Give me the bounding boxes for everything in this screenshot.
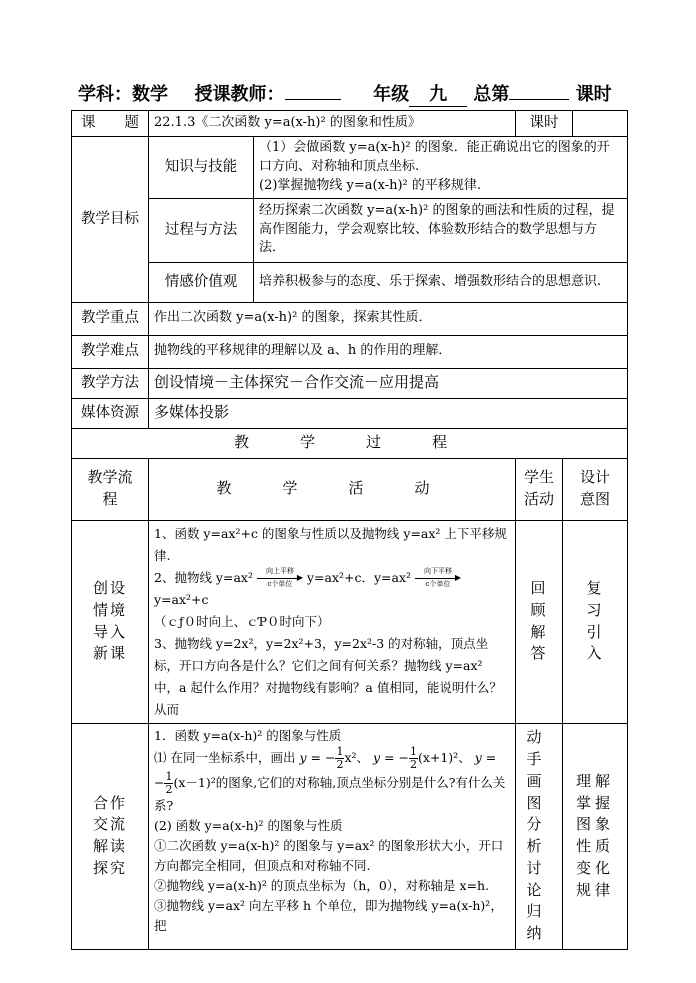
col-activity-header: 教 学 活 动 bbox=[149, 458, 516, 520]
process-title: 教 学 过 程 bbox=[72, 428, 628, 458]
frac3-num: 1 bbox=[165, 769, 173, 783]
section2-activity bbox=[149, 723, 516, 949]
total-label: 总第 bbox=[473, 84, 510, 105]
section1-line1: 1、函数 y=ax²+c 的图象与性质以及抛物线 y=ax² 上下平移规律. bbox=[154, 525, 507, 563]
section2-p2: (2) 函数 y=a(x-h)² 的图象与性质 bbox=[154, 817, 343, 833]
frac3-den: 2 bbox=[165, 782, 173, 796]
grade-label: 年级 bbox=[373, 84, 410, 105]
goal-row-process bbox=[72, 198, 628, 262]
hours-label: 课时 bbox=[516, 111, 573, 137]
col-flow-header: 教学流程 bbox=[72, 458, 149, 520]
goal-row-emotion bbox=[72, 262, 628, 302]
frac2-num: 1 bbox=[409, 744, 417, 758]
goal-label-process: 过程与方法 bbox=[149, 198, 254, 262]
lesson-header bbox=[78, 80, 618, 106]
teacher-value bbox=[285, 99, 341, 100]
section1-row bbox=[72, 520, 628, 723]
info-row-media bbox=[72, 398, 628, 428]
period-label: 课时 bbox=[575, 84, 612, 105]
lesson-plan-table bbox=[71, 110, 628, 950]
arrow1-bottom: c个单位 bbox=[267, 580, 293, 589]
goal-text-process: 经历探索二次函数 y=a(x-h)² 的图象的画法和性质的过程，提高作图能力，学会观察比较、体验数形结合的数学思想与方法． bbox=[254, 198, 628, 262]
teacher-label: 授课教师： bbox=[194, 84, 285, 105]
goal-row-knowledge bbox=[72, 137, 628, 199]
method-value: 创设情境－主体探究－合作交流－应用提高 bbox=[149, 368, 628, 398]
arrow-down-translate: 向下平移 ▶ c个单位 bbox=[415, 569, 461, 587]
arrow1-top: 向上平移 bbox=[265, 567, 294, 576]
section1-intent: 复习引入 bbox=[563, 520, 628, 723]
goal-knowledge-line-1: （1）会做函数 y=a(x-h)² 的图象．能正确说出它的图象的开口方向、对称轴和顶点坐标. bbox=[259, 140, 610, 174]
media-value: 多媒体投影 bbox=[149, 398, 628, 428]
info-row-method bbox=[72, 368, 628, 398]
difficulty-label: 教学难点 bbox=[72, 335, 149, 368]
goal-label-emotion: 情感价值观 bbox=[149, 262, 254, 302]
goals-label: 教学目标 bbox=[72, 137, 149, 303]
section2-row bbox=[72, 723, 628, 949]
col-student-header: 学生活动 bbox=[516, 458, 563, 520]
focus-value: 作出二次函数 y=a(x-h)² 的图象，探索其性质． bbox=[149, 302, 628, 335]
fraction-2 bbox=[409, 746, 418, 771]
goal-text-emotion: 培养积极参与的态度、乐于探索、增强数形结合的思想意识. bbox=[254, 262, 628, 302]
process-title-row bbox=[72, 428, 628, 458]
section1-activity bbox=[149, 520, 516, 723]
p1-f1: x² bbox=[344, 749, 357, 765]
topic-label: 课 题 bbox=[72, 111, 149, 137]
section2-flow: 合作交流解读探究 bbox=[72, 723, 149, 949]
line2-mid: y=ax²+c．y=ax² bbox=[306, 569, 412, 585]
frac1-den: 2 bbox=[336, 757, 344, 771]
media-label: 媒体资源 bbox=[72, 398, 149, 428]
arrow-up-translate: 向上平移 ▶ c个单位 bbox=[257, 569, 303, 587]
section1-flow: 创设情境导入新课 bbox=[72, 520, 149, 723]
section2-heading: 1．函数 y=a(x-h)² 的图象与性质 bbox=[154, 727, 342, 743]
line2-pre: 2、抛物线 y=ax² bbox=[154, 569, 253, 585]
frac1-num: 1 bbox=[336, 744, 344, 758]
subject-label: 学科：数学 bbox=[78, 84, 168, 105]
p1-pre: ⑴ 在同一坐标系中，画出 bbox=[154, 749, 296, 765]
arrow2-top: 向下平移 bbox=[424, 567, 453, 576]
arrow2-bottom: c个单位 bbox=[425, 580, 451, 589]
topic-value: 22.1.3《二次函数 y=a(x-h)² 的图象和性质》 bbox=[149, 111, 516, 137]
section1-line3: （ｃƒ０时向上、ｃƤ０时向下） bbox=[154, 613, 330, 629]
method-label: 教学方法 bbox=[72, 368, 149, 398]
p1-f2: (x+1)² bbox=[417, 749, 459, 765]
section2-intent: 理解掌握图象性质变化规律 bbox=[563, 723, 628, 949]
difficulty-value: 抛物线的平移规律的理解以及 a、h 的作用的理解． bbox=[149, 335, 628, 368]
line2-post: y=ax²+c bbox=[154, 591, 209, 607]
goal-text-knowledge bbox=[254, 137, 628, 199]
topic-row bbox=[72, 111, 628, 137]
section2-p3: ①二次函数 y=a(x-h)² 的图象与 y=ax² 的图象形状大小，开口方向都完全相同，但顶点和对称轴不同. bbox=[154, 837, 504, 873]
hours-value bbox=[573, 111, 628, 137]
section2-student: 动手画图分析讨论归纳 bbox=[516, 723, 563, 949]
section2-p5: ③抛物线 y=ax² 向左平移 h 个单位，即为抛物线 y=a(x-h)²，把 bbox=[154, 897, 503, 933]
total-value bbox=[509, 99, 569, 100]
section1-line2 bbox=[154, 567, 510, 611]
section2-p4: ②抛物线 y=a(x-h)² 的顶点坐标为（h，0），对称轴是 x=h. bbox=[154, 877, 490, 893]
goal-knowledge-line-2: (2)掌握抛物线 y=a(x-h)² 的平移规律. bbox=[259, 177, 482, 193]
grade-value: 九 bbox=[409, 80, 467, 107]
info-row-focus bbox=[72, 302, 628, 335]
section2-p1: ⑴ 在同一坐标系中，画出 y = − $\frac{1}{2}$ x²、 y = − $\frac{1}{2}$ (x+1)²、 y = − $\frac{1}{2}$ (x－1)²的图象,它们的对称轴,顶点坐标分别是什么?有什么关系? bbox=[154, 744, 506, 813]
section1-student: 回顾解答 bbox=[516, 520, 563, 723]
col-intent-header: 设计意图 bbox=[563, 458, 628, 520]
section1-line4: 3、抛物线 y=2x²，y=2x²+3，y=2x²-3 的对称轴，顶点坐标，开口方向各是什么？它们之间有何关系？抛物线 y=ax² 中，a 起什么作用？对抛物线有影响？a 值相同，能说明什么？从而 bbox=[154, 635, 502, 717]
goal-label-knowledge: 知识与技能 bbox=[149, 137, 254, 199]
focus-label: 教学重点 bbox=[72, 302, 149, 335]
p1-post: 的图象,它们的对称轴,顶点坐标分别是什么?有什么关系? bbox=[154, 774, 506, 813]
process-header-row bbox=[72, 458, 628, 520]
info-row-difficulty bbox=[72, 335, 628, 368]
frac2-den: 2 bbox=[409, 757, 417, 771]
p1-f3: (x－1)² bbox=[173, 774, 216, 790]
